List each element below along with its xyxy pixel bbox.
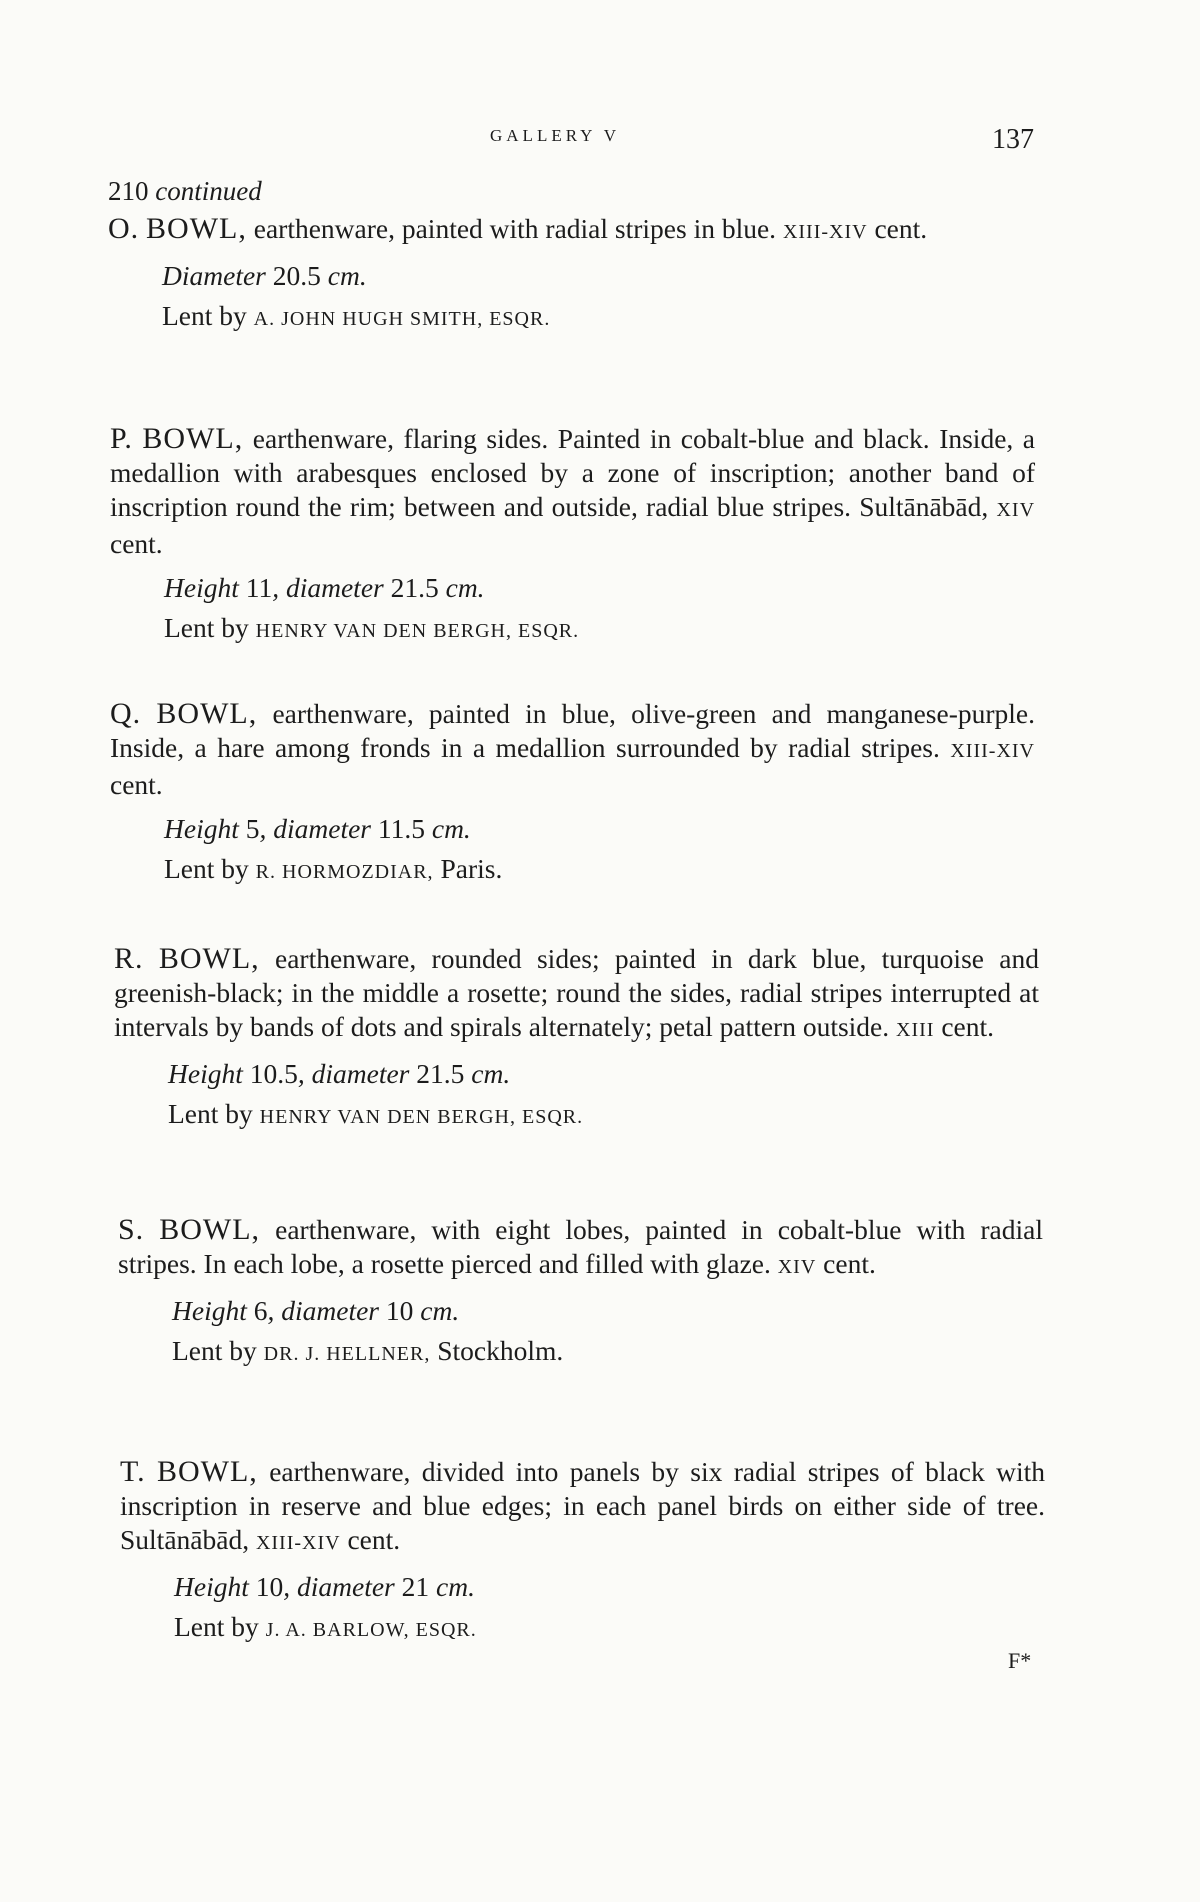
entry-century-suffix: cent. xyxy=(941,1011,995,1042)
dims-value-2: 21 xyxy=(401,1571,430,1602)
entry-century: XIII-XIV xyxy=(255,1532,341,1554)
entry-century: XIII-XIV xyxy=(782,221,868,243)
entry-object: BOWL, xyxy=(156,1455,258,1488)
dims-label-2: , diameter xyxy=(267,1295,379,1326)
entry-object: BOWL, xyxy=(158,942,260,975)
dims-label: Height xyxy=(164,572,239,603)
entry-letter: S. xyxy=(118,1213,145,1246)
entry-lender xyxy=(172,1334,1043,1371)
catalogue-entry-t xyxy=(120,1455,1045,1647)
entry-century-suffix: cent. xyxy=(347,1524,401,1555)
dims-value: 20.5 xyxy=(272,260,321,291)
catalogue-entry-o xyxy=(108,212,1033,336)
lent-prefix: Lent by xyxy=(172,1335,257,1366)
lent-prefix: Lent by xyxy=(162,300,247,331)
dims-label: Diameter xyxy=(162,260,266,291)
dims-value: 11 xyxy=(245,572,273,603)
entry-text: earthenware, rounded sides; painted in dark blue, turquoise and greenish-black; in the middle a rosette; round the sides, radial stripes interrupted at intervals by bands of dots and spirals alternately; petal pattern outside. xyxy=(114,943,1040,1042)
dims-label: Height xyxy=(164,813,239,844)
entry-century: XIV xyxy=(996,499,1036,521)
dims-value: 5 xyxy=(245,813,260,844)
entry-description xyxy=(114,942,1039,1047)
entry-text: earthenware, painted in blue, olive-green and manganese-purple. Inside, a hare among fronds in a medallion surrounded by radial stripes. xyxy=(110,698,1035,763)
running-head: GALLERY V xyxy=(490,126,620,145)
lent-prefix: Lent by xyxy=(168,1098,253,1129)
dims-value-2: 21.5 xyxy=(390,572,439,603)
entry-dimensions xyxy=(174,1570,1045,1604)
catalogue-entry-p xyxy=(110,422,1035,648)
dims-label: Height xyxy=(172,1295,247,1326)
lender-name: J. A. BARLOW, ESQR. xyxy=(265,1619,477,1641)
dims-label: Height xyxy=(174,1571,249,1602)
dims-value: 6 xyxy=(253,1295,268,1326)
entry-letter: T. xyxy=(120,1455,146,1488)
entry-object: BOWL, xyxy=(156,697,258,730)
dims-value: 10 xyxy=(255,1571,284,1602)
entry-century-suffix: cent. xyxy=(874,213,928,244)
entry-object: BOWL, xyxy=(142,422,244,455)
entry-century: XIII xyxy=(896,1019,935,1041)
catalogue-entry-q xyxy=(110,697,1035,889)
dims-value-2: 21.5 xyxy=(416,1058,465,1089)
dims-label: Height xyxy=(168,1058,243,1089)
catalogue-entry-s xyxy=(118,1213,1043,1371)
entry-letter: P. xyxy=(110,422,133,455)
entry-text: earthenware, with eight lobes, painted in cobalt-blue with radial stripes. In each lobe, a rosette pierced and filled with glaze. xyxy=(118,1214,1043,1279)
dims-label-2: , diameter xyxy=(259,813,371,844)
dims-label-2: , diameter xyxy=(297,1058,410,1089)
entry-description xyxy=(118,1213,1043,1284)
dims-unit: cm. xyxy=(327,260,367,291)
lender-name: A. JOHN HUGH SMITH, ESQR. xyxy=(253,308,551,330)
continued-heading xyxy=(108,176,262,207)
entry-letter: O. xyxy=(108,212,140,245)
entry-lender xyxy=(162,299,1033,336)
catalogue-entry-r xyxy=(114,942,1039,1134)
signature-mark: F* xyxy=(1008,1648,1032,1673)
dims-unit: cm. xyxy=(471,1058,511,1089)
lender-suffix: Stockholm. xyxy=(437,1335,564,1366)
dims-label-2: , diameter xyxy=(272,572,384,603)
page-number: 137 xyxy=(992,124,1034,155)
entry-lender xyxy=(174,1610,1045,1647)
lent-prefix: Lent by xyxy=(174,1611,259,1642)
dims-unit: cm. xyxy=(445,572,485,603)
entry-century-suffix: cent. xyxy=(823,1248,876,1279)
dims-unit: cm. xyxy=(436,1571,475,1602)
entry-lender xyxy=(164,852,1035,889)
entry-description xyxy=(110,697,1035,802)
entry-lender xyxy=(168,1097,1039,1134)
entry-dimensions xyxy=(164,812,1035,846)
entry-description xyxy=(120,1455,1045,1560)
entry-century-suffix: cent. xyxy=(110,528,163,559)
entry-text: earthenware, flaring sides. Painted in cobalt-blue and black. Inside, a medallion with arabesques enclosed by a zone of inscription; another band of inscription round the rim; between and outside, radial blue stripes. Sultānābād, xyxy=(110,423,1036,522)
dims-unit: cm. xyxy=(431,813,471,844)
entry-letter: Q. xyxy=(110,697,142,730)
entry-dimensions xyxy=(162,259,1033,293)
dims-value: 10.5 xyxy=(249,1058,298,1089)
dims-value-2: 11.5 xyxy=(377,813,425,844)
dims-label-2: , diameter xyxy=(283,1571,395,1602)
lender-name: HENRY VAN DEN BERGH, ESQR. xyxy=(259,1106,584,1128)
entry-description xyxy=(110,422,1035,561)
entry-dimensions xyxy=(172,1294,1043,1328)
lent-prefix: Lent by xyxy=(164,612,249,643)
continued-number: 210 xyxy=(108,176,149,206)
continued-label: continued xyxy=(155,176,262,206)
entry-description xyxy=(108,212,1033,249)
lender-name: DR. J. HELLNER, xyxy=(263,1343,431,1365)
entry-text: earthenware, painted with radial stripes in blue. xyxy=(253,213,777,244)
entry-dimensions xyxy=(164,571,1035,605)
entry-object: BOWL, xyxy=(146,212,247,245)
entry-century: XIII-XIV xyxy=(950,740,1035,762)
entry-lender xyxy=(164,611,1035,648)
lent-prefix: Lent by xyxy=(164,853,249,884)
entry-letter: R. xyxy=(114,942,144,975)
dims-value-2: 10 xyxy=(385,1295,414,1326)
entry-object: BOWL, xyxy=(159,1213,261,1246)
lender-name: HENRY VAN DEN BERGH, ESQR. xyxy=(255,620,580,642)
dims-unit: cm. xyxy=(420,1295,460,1326)
entry-century-suffix: cent. xyxy=(110,769,163,800)
entry-century: XIV xyxy=(777,1256,817,1278)
entry-text: earthenware, divided into panels by six radial stripes of black with inscription in reserve and blue edges; in each panel birds on either side of tree. Sultānābād, xyxy=(120,1456,1045,1555)
lender-suffix: Paris. xyxy=(440,853,503,884)
lender-name: R. HORMOZDIAR, xyxy=(255,861,434,883)
entry-dimensions xyxy=(168,1057,1039,1091)
